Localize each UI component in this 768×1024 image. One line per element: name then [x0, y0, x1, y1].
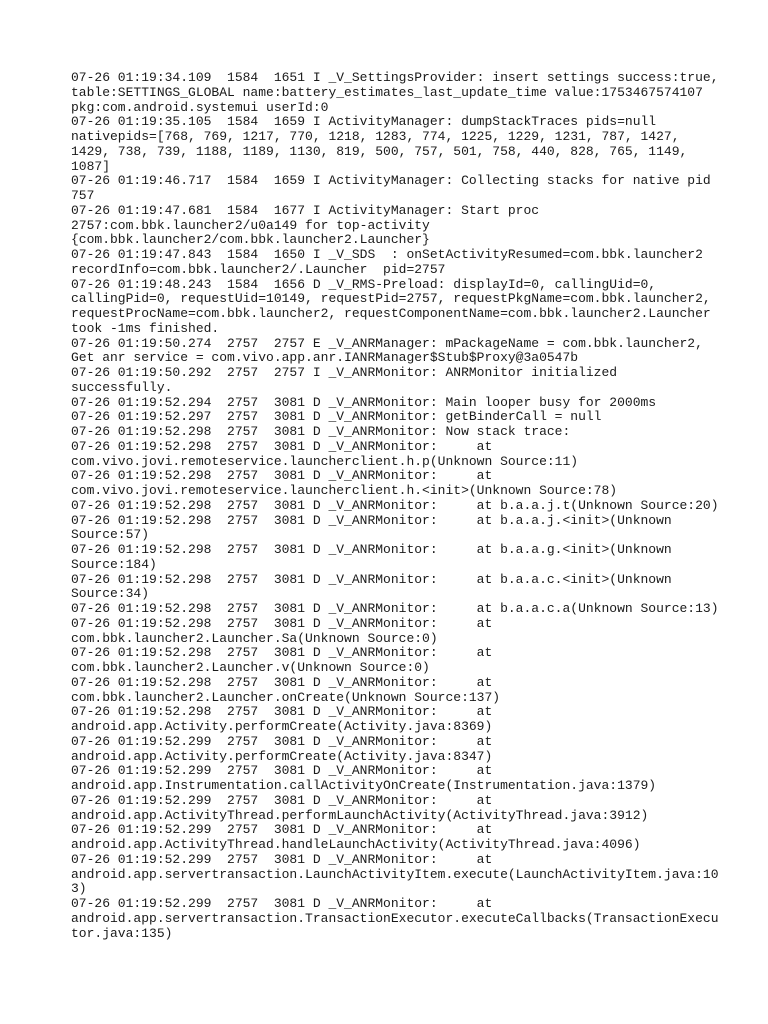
log-line: com.bbk.launcher2.Launcher.Sa(Unknown Source:0)	[71, 630, 438, 646]
log-line: android.app.Instrumentation.callActivityOnCreate(Instrumentation.java:1379)	[71, 778, 657, 793]
log-line: 07-26 01:19:52.299 2757 3081 D _V_ANRMonitor: at	[71, 851, 493, 867]
document-page	[71, 70, 719, 941]
log-line: Source:34)	[71, 586, 150, 602]
log-line: 07-26 01:19:52.298 2757 3081 D _V_ANRMonitor: at b.a.a.c.a(Unknown Source:13)	[71, 601, 719, 616]
log-line: android.app.servertransaction.TransactionExecutor.executeCallbacks(TransactionExecu	[71, 910, 719, 926]
log-line: 07-26 01:19:47.681 1584 1677 I ActivityManager: Start proc	[71, 202, 540, 218]
log-line: 07-26 01:19:52.297 2757 3081 D _V_ANRMonitor: getBinderCall = null	[71, 409, 602, 425]
log-line: {com.bbk.launcher2/com.bbk.launcher2.Launcher}	[71, 232, 430, 248]
log-line: 07-26 01:19:52.298 2757 3081 D _V_ANRMonitor: at	[71, 615, 493, 631]
log-line: 07-26 01:19:52.294 2757 3081 D _V_ANRMonitor: Main looper busy for 2000ms	[71, 394, 657, 410]
log-line: 07-26 01:19:52.299 2757 3081 D _V_ANRMonitor: at	[71, 763, 493, 779]
log-line: 07-26 01:19:52.298 2757 3081 D _V_ANRMonitor: at	[71, 704, 493, 720]
log-line: 07-26 01:19:52.298 2757 3081 D _V_ANRMonitor: at	[71, 468, 493, 484]
log-line: 07-26 01:19:52.298 2757 3081 D _V_ANRMonitor: at b.a.a.j.t(Unknown Source:20)	[71, 497, 719, 513]
log-line: com.bbk.launcher2.Launcher.v(Unknown Source:0)	[71, 660, 430, 675]
log-line: 757	[71, 188, 95, 203]
log-line: com.vivo.jovi.remoteservice.launcherclient.h.p(Unknown Source:11)	[71, 453, 579, 469]
log-line: took -1ms finished.	[71, 320, 220, 336]
log-line: 07-26 01:19:52.299 2757 3081 D _V_ANRMonitor: at	[71, 896, 493, 911]
log-line: 07-26 01:19:52.298 2757 3081 D _V_ANRMonitor: at b.a.a.j.<init>(Unknown	[71, 512, 672, 528]
log-line: 2757:com.bbk.launcher2/u0a149 for top-activity	[71, 217, 430, 233]
log-line: com.bbk.launcher2.Launcher.onCreate(Unknown Source:137)	[71, 689, 501, 705]
log-line: Source:184)	[71, 556, 157, 572]
log-line: 1087]	[71, 158, 111, 174]
log-line: android.app.servertransaction.LaunchActivityItem.execute(LaunchActivityItem.java:10	[71, 866, 719, 882]
log-line: nativepids=[768, 769, 1217, 770, 1218, 1283, 774, 1225, 1229, 1231, 787, 1427,	[71, 129, 680, 144]
log-line: 07-26 01:19:46.717 1584 1659 I ActivityManager: Collecting stacks for native pid	[71, 173, 711, 189]
log-line: Source:57)	[71, 527, 150, 543]
log-line: 07-26 01:19:35.105 1584 1659 I ActivityManager: dumpStackTraces pids=null	[71, 114, 657, 130]
log-text-body	[71, 70, 719, 941]
log-line: android.app.Activity.performCreate(Activity.java:8369)	[71, 719, 493, 734]
log-line: 07-26 01:19:52.299 2757 3081 D _V_ANRMonitor: at	[71, 822, 493, 838]
log-line: 07-26 01:19:34.109 1584 1651 I _V_SettingsProvider: insert settings success:true,	[71, 70, 719, 85]
log-line: android.app.ActivityThread.handleLaunchActivity(ActivityThread.java:4096)	[71, 837, 641, 852]
log-line: 07-26 01:19:52.298 2757 3081 D _V_ANRMonitor: at	[71, 674, 493, 690]
log-line: successfully.	[71, 379, 173, 395]
log-line: requestProcName=com.bbk.launcher2, requestComponentName=com.bbk.launcher2.Launcher	[71, 306, 711, 321]
log-line: com.vivo.jovi.remoteservice.launcherclient.h.<init>(Unknown Source:78)	[71, 483, 618, 498]
log-line: table:SETTINGS_GLOBAL name:battery_estimates_last_update_time value:1753467574107	[71, 84, 703, 100]
log-line: 07-26 01:19:52.298 2757 3081 D _V_ANRMonitor: at b.a.a.c.<init>(Unknown	[71, 571, 672, 587]
log-line: 07-26 01:19:52.298 2757 3081 D _V_ANRMonitor: at	[71, 645, 493, 661]
log-line: 07-26 01:19:52.298 2757 3081 D _V_ANRMonitor: at b.a.a.g.<init>(Unknown	[71, 542, 672, 557]
log-line: callingPid=0, requestUid=10149, requestPid=2757, requestPkgName=com.bbk.launcher2,	[71, 291, 711, 307]
log-line: 07-26 01:19:52.298 2757 3081 D _V_ANRMonitor: at	[71, 438, 493, 454]
log-line: tor.java:135)	[71, 925, 173, 941]
log-line: Get anr service = com.vivo.app.anr.IANRManager$Stub$Proxy@3a0547b	[71, 350, 579, 366]
log-line: pkg:com.android.systemui userId:0	[71, 99, 329, 115]
log-line: 07-26 01:19:52.299 2757 3081 D _V_ANRMonitor: at	[71, 792, 493, 808]
log-line: android.app.ActivityThread.performLaunchActivity(ActivityThread.java:3912)	[71, 807, 649, 823]
log-line: 07-26 01:19:52.298 2757 3081 D _V_ANRMonitor: Now stack trace:	[71, 424, 571, 439]
log-line: 07-26 01:19:52.299 2757 3081 D _V_ANRMonitor: at	[71, 733, 493, 749]
log-line: 3)	[71, 881, 87, 897]
log-line: 07-26 01:19:50.274 2757 2757 E _V_ANRManager: mPackageName = com.bbk.launcher2,	[71, 335, 703, 351]
log-line: recordInfo=com.bbk.launcher2/.Launcher pid=2757	[71, 261, 446, 277]
log-line: 07-26 01:19:47.843 1584 1650 I _V_SDS : onSetActivityResumed=com.bbk.launcher2	[71, 247, 703, 262]
log-line: 1429, 738, 739, 1188, 1189, 1130, 819, 500, 757, 501, 758, 440, 828, 765, 1149,	[71, 143, 688, 159]
log-line: 07-26 01:19:48.243 1584 1656 D _V_RMS-Preload: displayId=0, callingUid=0,	[71, 276, 657, 292]
log-line: android.app.Activity.performCreate(Activity.java:8347)	[71, 748, 493, 764]
log-line: 07-26 01:19:50.292 2757 2757 I _V_ANRMonitor: ANRMonitor initialized	[71, 365, 618, 380]
